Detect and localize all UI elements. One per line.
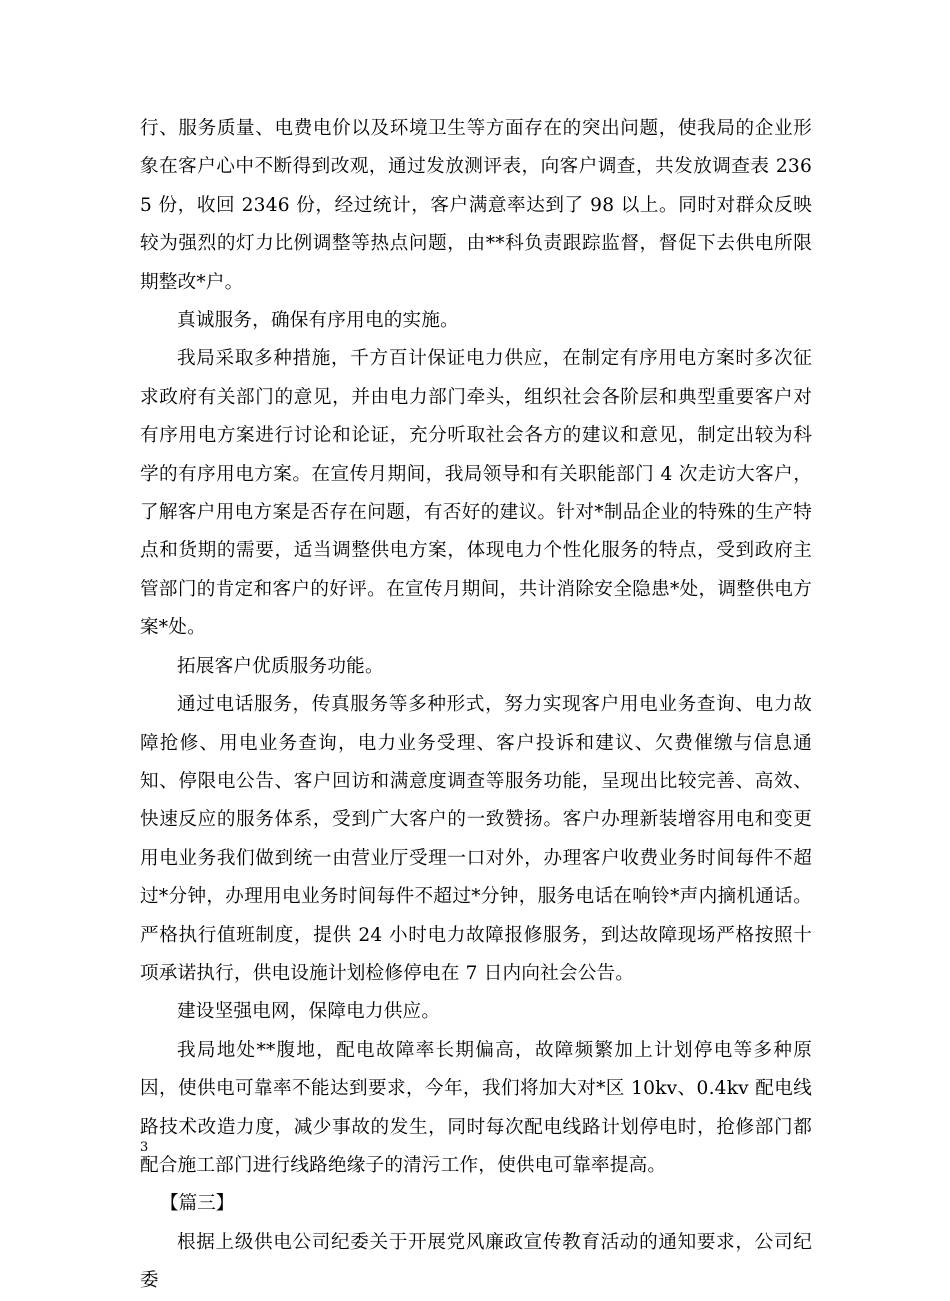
page-number: 3: [140, 1140, 149, 1155]
paragraph-heading-sincere-service: 真诚服务，确保有序用电的实施。: [177, 310, 459, 332]
paragraph-heading-strong-grid: 建设坚强电网，保障电力供应。: [177, 1001, 441, 1023]
paragraph-continuation: 行、服务质量、电费电价以及环境卫生等方面存在的突出问题，使我局的企业形象在客户心中不断得到改观，通过发放测评表，向客户调查，共发放调查表 2365 份，收回 2346 份，经过统计，客户满意率达到了 98 以上。同时对群众反映较为强烈的灯力比例调整等热点问题，由**科负责跟踪监督，督促下去供电所限期整改*户。: [140, 118, 812, 293]
paragraph-grid-reliability: 我局地处**腹地，配电故障率长期偏高，故障频繁加上计划停电等多种原因，使供电可靠率不能达到要求，今年，我们将加大对*区 10kv、0.4kv 配电线路技术改造力度，减少事故的发生，同时每次配电线路计划停电时，抢修部门都配合施工部门进行线路绝缘子的清污工作，使供电可靠率提高。: [140, 1039, 812, 1176]
paragraph-phone-service: 通过电话服务，传真服务等多种形式，努力实现客户用电业务查询、电力故障抢修、用电业务查询，电力业务受理、客户投诉和建议、欠费催缴与信息通知、停限电公告、客户回访和满意度调查等服务功能，呈现出比较完善、高效、快速反应的服务体系，受到广大客户的一致赞扬。客户办理新装增容用电和变更用电业务我们做到统一由营业厅受理一口对外，办理客户收费业务时间每件不超过*分钟，办理用电业务时间每件不超过*分钟，服务电话在响铃*声内摘机通话。严格执行值班制度，提供 24 小时电力故障报修服务，到达故障现场严格按照十项承诺执行，供电设施计划检修停电在 7 日内向社会公告。: [140, 694, 812, 984]
paragraph-heading-expand-service: 拓展客户优质服务功能。: [177, 655, 384, 677]
document-body: [140, 110, 812, 1301]
section-heading: 【篇三】: [160, 1193, 235, 1215]
paragraph-section-three-start: 根据上级供电公司纪委关于开展党风廉政宣传教育活动的通知要求，公司纪委: [140, 1231, 812, 1292]
paragraph-orderly-power: 我局采取多种措施，千方百计保证电力供应，在制定有序用电方案时多次征求政府有关部门的意见，并由电力部门牵头，组织社会各阶层和典型重要客户对有序用电方案进行讨论和论证，充分听取社会各方的建议和意见，制定出较为科学的有序用电方案。在宣传月期间，我局领导和有关职能部门 4 次走访大客户，了解客户用电方案是否存在问题，有否好的建议。针对*制品企业的特殊的生产特点和货期的需要，适当调整供电方案，体现电力个性化服务的特点，受到政府主管部门的肯定和客户的好评。在宣传月期间，共计消除安全隐患*处，调整供电方案*处。: [140, 348, 812, 639]
